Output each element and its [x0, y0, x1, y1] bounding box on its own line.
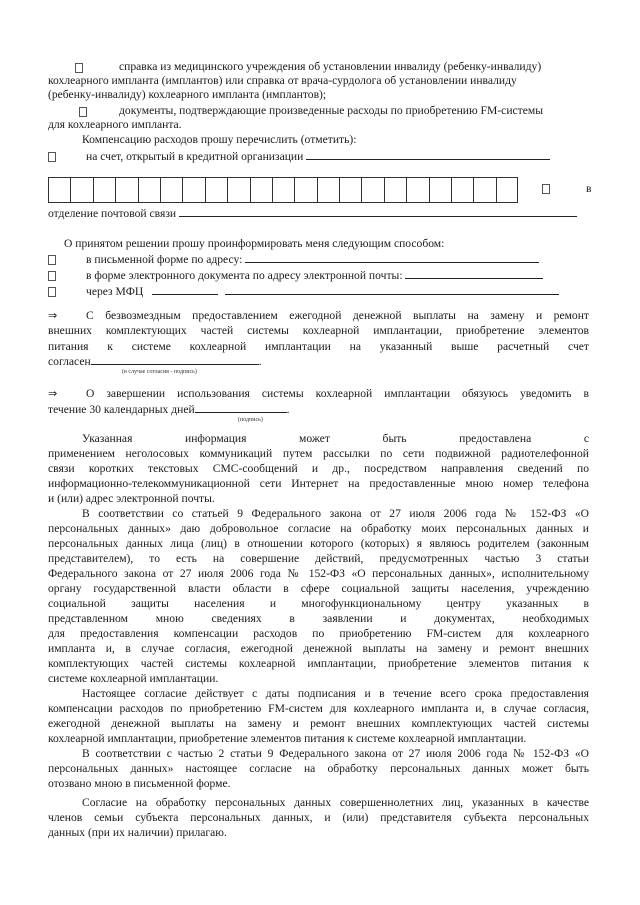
mfc-field[interactable]	[152, 284, 218, 295]
checkbox-icon[interactable]	[75, 63, 83, 73]
revoke-para-line: персональных данных» настоящее согласие на обработку персональных данных может быть	[48, 762, 589, 775]
account-digit-cell[interactable]	[138, 177, 160, 203]
checkbox-icon[interactable]	[48, 255, 56, 265]
checkbox-icon[interactable]	[79, 107, 87, 117]
account-number-boxes[interactable]	[48, 177, 518, 203]
validity-para-line: Настоящее согласие действует с даты подписания и в течение всего срока предоставления	[82, 687, 589, 700]
consent-signature-caption: (в случае согласия - подпись)	[122, 369, 197, 375]
info-para-line: связи коротких текстовых СМС-сообщений и др., посредством направления сведений по	[48, 462, 589, 475]
checkbox-icon[interactable]	[48, 287, 56, 297]
pledge-signature-field[interactable]	[195, 402, 287, 413]
doc-item-medical-1: справка из медицинского учреждения об установлении инвалиду (ребенку-инвалиду)	[119, 60, 542, 73]
account-digit-cell[interactable]	[160, 177, 182, 203]
revoke-para-line: отозвано мною в письменной форме.	[48, 777, 231, 790]
doc-item-expenses-2: для кохлеарного импланта.	[48, 118, 182, 131]
account-digit-cell[interactable]	[182, 177, 204, 203]
account-digit-cell[interactable]	[339, 177, 361, 203]
pd-para-line: органу государственной власти области в сфере социальной защиты населения, учреждению	[48, 582, 589, 595]
pd-para-line: Федерального закона от 27 июля 2006 года № 152-ФЗ «О персональных данных», исполнительному	[48, 567, 589, 580]
transfer-option-account: на счет, открытый в кредитной организации	[86, 149, 550, 164]
account-digit-cell[interactable]	[70, 177, 92, 203]
notify-heading: О принятом решении прошу проинформировать меня следующим способом:	[64, 237, 445, 250]
account-digit-cell[interactable]	[272, 177, 294, 203]
account-digit-cell[interactable]	[406, 177, 428, 203]
info-para-line: информационно-телекоммуникационной сети Интернет на предоставленные мною номер телефона	[48, 477, 589, 490]
pledge-line-1: О завершении использования системы кохлеарной имплантации обязуюсь уведомить в	[86, 387, 589, 400]
consent-line-2: внешних комплектующих частей системы кохлеарной имплантации, приобретение элементов	[48, 324, 589, 337]
pd-para-line: персональных данных» даю добровольное согласие на обработку моих персональных данных и	[48, 522, 589, 535]
pd-para-line: импланта и, в случае согласия, ежегодной денежной выплаты на замену и ремонт внешних	[48, 642, 589, 655]
account-digit-cell[interactable]	[317, 177, 339, 203]
adult-para-line: данных (при их наличии) прилагаю.	[48, 826, 227, 839]
pd-para-line: системе кохлеарной имплантации.	[48, 672, 219, 685]
transfer-option-post-prefix: в	[586, 182, 592, 195]
doc-item-expenses-1: документы, подтверждающие произведенные расходы по приобретению FM-системы	[119, 104, 544, 117]
email-field[interactable]	[405, 268, 543, 279]
transfer-option-post: отделение почтовой связи	[48, 206, 577, 221]
doc-item-medical-3: (ребенку-инвалиду) кохлеарного импланта (имплантов);	[48, 88, 327, 101]
pd-para-line: персональных данных лица (лиц) в отношении которого (которых) я являюсь родителем (законным	[48, 537, 589, 550]
account-digit-cell[interactable]	[429, 177, 451, 203]
pledge-line-2: течение 30 календарных дней .	[48, 403, 290, 416]
validity-para-line: ежегодной денежной выплаты на замену и ремонт внешних комплектующих частей системы	[48, 717, 589, 730]
account-digit-cell[interactable]	[361, 177, 383, 203]
account-digit-cell[interactable]	[250, 177, 272, 203]
postal-address-field[interactable]	[245, 252, 539, 263]
info-para-line: и (или) адрес электронной почты.	[48, 492, 215, 505]
validity-para-line: компенсации расходов по приобретению FM-систем для кохлеарного импланта и, в случае согласия,	[48, 702, 589, 715]
consent-line-4: согласен .	[48, 355, 262, 368]
account-digit-cell[interactable]	[496, 177, 518, 203]
account-digit-cell[interactable]	[93, 177, 115, 203]
account-digit-cell[interactable]	[384, 177, 406, 203]
double-arrow-icon: ⇒	[48, 387, 58, 400]
pledge-signature-caption: (подпись)	[238, 417, 263, 423]
post-office-field[interactable]	[179, 206, 577, 217]
doc-item-medical-2: кохлеарного импланта (имплантов) или справка от врача-сурдолога об установлении инвалиду	[48, 74, 517, 87]
pd-para-line: для предоставления компенсации расходов по приобретению FM-систем для кохлеарного	[48, 627, 589, 640]
notify-option-written: в письменной форме по адресу:	[86, 252, 539, 267]
revoke-para-line: В соответствии с частью 2 статьи 9 Федерального закона от 27 июля 2006 года № 152-ФЗ «О	[82, 747, 589, 760]
account-digit-cell[interactable]	[451, 177, 473, 203]
account-digit-cell[interactable]	[294, 177, 316, 203]
pd-para-line: социальной защиты населения и многофункциональному центру указанных в	[48, 597, 589, 610]
checkbox-icon[interactable]	[542, 184, 550, 194]
adult-para-line: Согласие на обработку персональных данных совершеннолетних лиц, указанных в качестве	[82, 796, 589, 809]
notify-option-email: в форме электронного документа по адресу электронной почты:	[86, 268, 543, 283]
consent-line-1: С безвозмездным предоставлением ежегодной денежной выплаты на замену и ремонт	[86, 309, 589, 322]
info-para-line: применением неголосовых коммуникаций путем рассылки по сети подвижной радиотелефонной	[48, 447, 589, 460]
pd-para-line: комплектующих частей системы кохлеарной имплантации, приобретение элементов питания к	[48, 657, 589, 670]
account-digit-cell[interactable]	[473, 177, 495, 203]
pd-para-line: представителем), то есть на совершение действий, предусмотренных частью 3 статьи	[48, 552, 589, 565]
account-bank-field[interactable]	[306, 149, 550, 160]
account-digit-cell[interactable]	[48, 177, 70, 203]
consent-signature-field[interactable]	[91, 354, 259, 365]
checkbox-icon[interactable]	[48, 271, 56, 281]
checkbox-icon[interactable]	[48, 152, 56, 162]
double-arrow-icon: ⇒	[48, 309, 58, 322]
pd-para-line: представленном мною сведениях в заявлении и документах, необходимых	[48, 612, 589, 625]
transfer-heading: Компенсацию расходов прошу перечислить (отметить):	[82, 133, 357, 146]
adult-para-line: членов семьи субъекта персональных данных, и (или) представителя субъекта персональных	[48, 811, 589, 824]
notify-option-mfc: через МФЦ	[86, 284, 559, 299]
account-digit-cell[interactable]	[115, 177, 137, 203]
info-para-line: Указанная информация может быть предоставлена с	[82, 432, 589, 445]
consent-line-3: питания к системе кохлеарной имплантации на указанный выше расчетный счет	[48, 340, 589, 353]
pd-para-line: В соответствии со статьей 9 Федерального закона от 27 июля 2006 года № 152-ФЗ «О	[82, 507, 589, 520]
validity-para-line: кохлеарной имплантации, приобретение элементов питания к системе кохлеарной имплантации.	[48, 732, 527, 745]
account-digit-cell[interactable]	[205, 177, 227, 203]
account-digit-cell[interactable]	[227, 177, 249, 203]
mfc-field-extended[interactable]	[225, 284, 559, 295]
